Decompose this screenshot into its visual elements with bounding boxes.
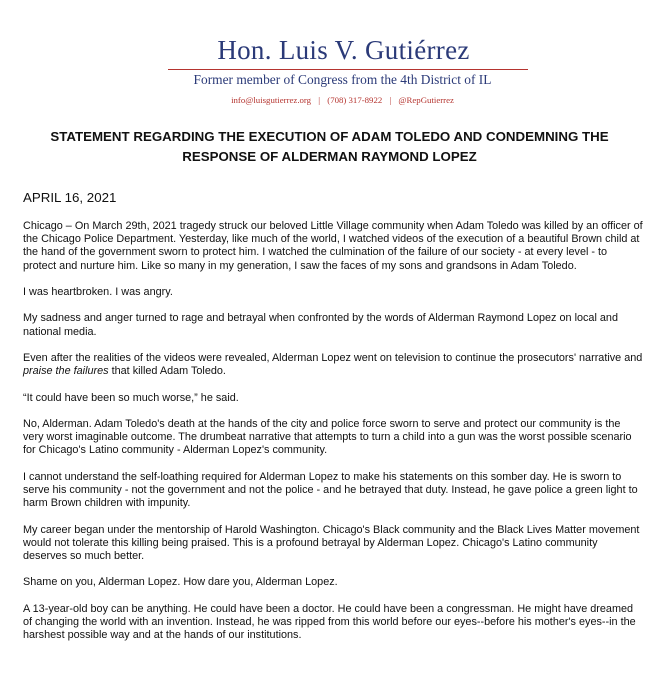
contact-phone: (708) 317-8922 [327, 95, 383, 105]
statement-body [23, 220, 643, 656]
letterhead-rule [168, 69, 528, 70]
paragraph-7: I cannot understand the self-loathing required for Alderman Lopez to make his statements on this somber day. He is sworn to serve his community - not the government and not the police - and he betrayed that duty. Instead, he gave police a green light to harm Brown children with impunity. [23, 470, 638, 510]
contact-separator: | [318, 95, 321, 105]
letterhead-name: Hon. Luis V. Gutiérrez [217, 35, 470, 65]
headline-line-1: STATEMENT REGARDING THE EXECUTION OF ADAM TOLEDO AND CONDEMNING THE [50, 129, 609, 144]
paragraph-2: I was heartbroken. I was angry. [23, 286, 173, 298]
contact-separator: | [389, 95, 392, 105]
letterhead-contact [26, 94, 659, 106]
letterhead [0, 34, 659, 106]
paragraph-10: A 13-year-old boy can be anything. He could have been a doctor. He could have been a congressman. He might have dreamed of changing the world with an invention. Instead, he was ripped from this world before our eyes--before his mother's eyes--in the harshest possible way and at the hands of our institutions. [23, 602, 636, 642]
headline-line-2: RESPONSE OF ALDERMAN RAYMOND LOPEZ [182, 149, 477, 164]
paragraph-4-emphasis: praise the failures [23, 365, 109, 378]
paragraph-6: No, Alderman. Adam Toledo's death at the hands of the city and police force sworn to serve and protect our community is the very worst imaginable outcome. The drumbeat narrative that attempts to turn a child into a gun was the worst possible scenario for Chicago's Latino community - Alderman Lopez's community. [23, 417, 632, 457]
paragraph-4-text-end: that killed Adam Toledo. [108, 365, 226, 378]
contact-email: info@luisgutierrez.org [231, 95, 312, 105]
paragraph-8: My career began under the mentorship of Harold Washington. Chicago's Black community and the Black Lives Matter movement would not tolerate this killing being praised. This is a profound betrayal by Alderman Lopez. Chicago's Latino community deserves so much better. [23, 523, 640, 562]
paragraph-1: Chicago – On March 29th, 2021 tragedy struck our beloved Little Village community when Adam Toledo was killed by an officer of the Chicago Police Department. Yesterday, like much of the world, I watched videos of the execution of a beautiful Brown child at the hand of the government sworn to protect him. I watched the culmination of the failure of our society - at every level - to protect and nurture him. Like so many in my generation, I saw the faces of my sons and grandsons in Adam Toledo. [23, 220, 643, 272]
contact-handle: @RepGutierrez [398, 95, 454, 105]
paragraph-3: My sadness and anger turned to rage and betrayal when confronted by the words of Alderman Raymond Lopez on local and national media. [23, 312, 618, 338]
paragraph-4 [23, 352, 643, 378]
paragraph-9: Shame on you, Alderman Lopez. How dare you, Alderman Lopez. [23, 576, 338, 589]
paragraph-4-text: Even after the realities of the videos were revealed, Alderman Lopez went on television to continue the prosecutors' narrative and [23, 351, 643, 364]
paragraph-5: “It could have been so much worse,” he said. [23, 391, 239, 404]
letterhead-subtitle: Former member of Congress from the 4th District of IL [193, 72, 492, 87]
statement-headline [22, 127, 637, 167]
statement-date: APRIL 16, 2021 [23, 190, 117, 205]
